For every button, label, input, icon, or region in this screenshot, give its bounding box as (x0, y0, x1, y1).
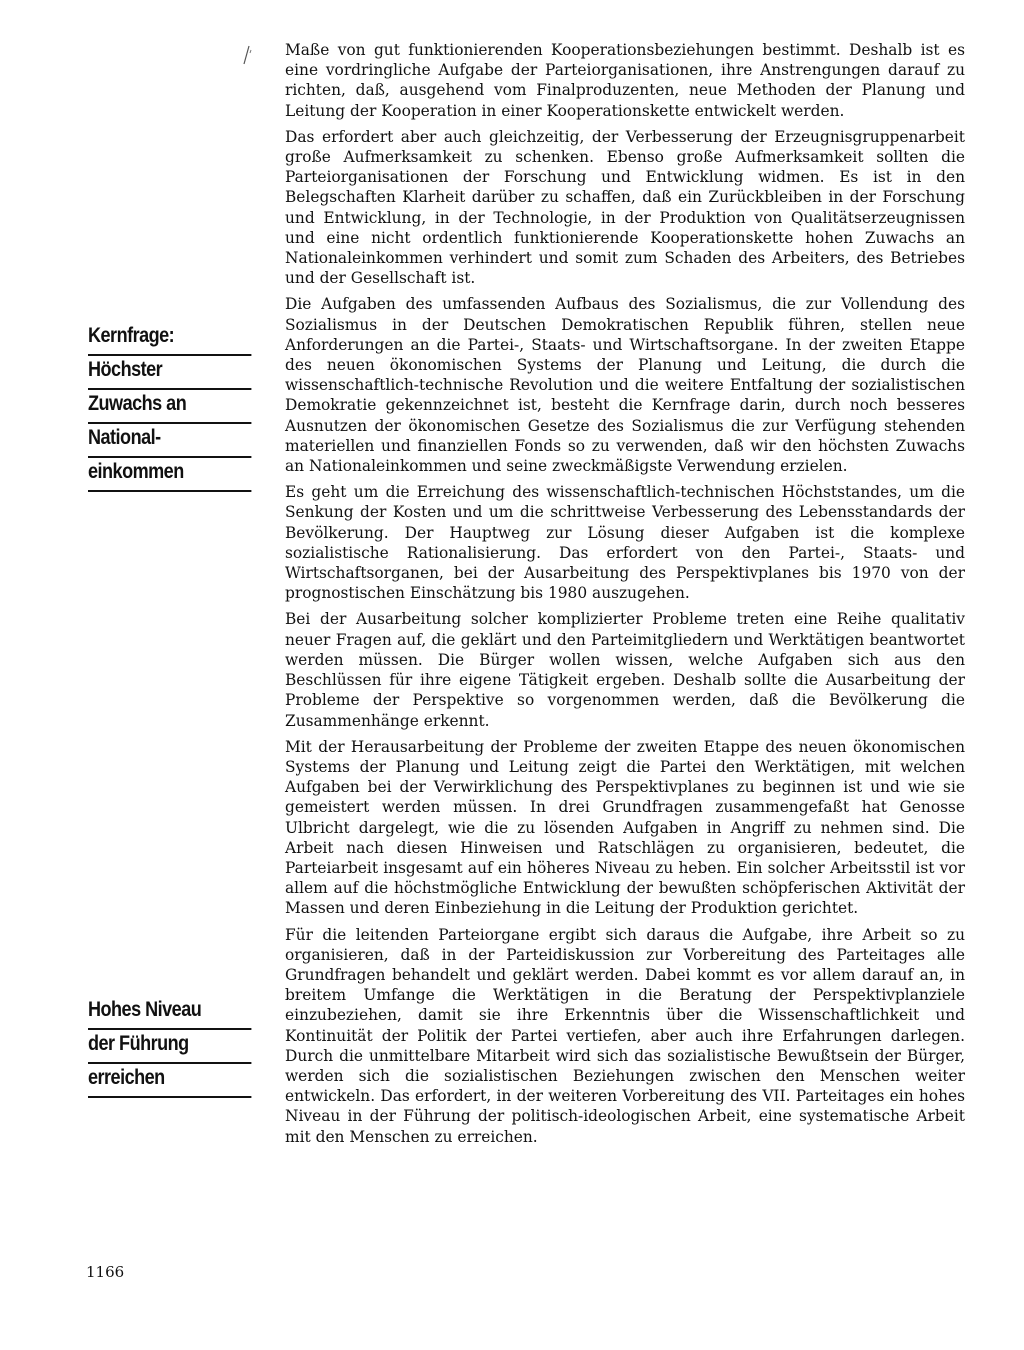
body-paragraph: Maße von gut funktionierenden Kooperationsbeziehungen bestimmt. Deshalb ist es eine vordringliche Aufgabe der Parteiorganisationen, ihre Anstrengungen darauf zu richten, daß, ausgehend vom Finalproduzenten, neue Methoden der Planung und Leitung der Kooperation in einer Kooperationskette entwickelt werden. (285, 41, 965, 120)
sidebar-heading-line: National- (88, 424, 251, 458)
sidebar-heading-line: Höchster (88, 356, 251, 390)
body-paragraph: Für die leitenden Parteiorgane ergibt sich daraus die Aufgabe, ihre Arbeit so zu organisieren, daß in der Parteidiskussion zur Vorbereitung des Parteitages alle Grundfragen behandelt und geklärt werden. Dabei kommt es vor allem darauf an, in breitem Umfange die Werktätigen in die Beratung der Perspektivplanziele einzubeziehen, damit sie ihre Erkenntnis über die Wissenschaftlichkeit und Kontinuität der Politik der Partei vertiefen, aber auch ihre Erfahrungen darlegen. Durch die unmittelbare Mitarbeit wird sich das sozialistische Bewußtsein der Bürger, werden sich die sozialistischen Beziehungen zwischen den Menschen weiter entwickeln. Das erfordert, in der weiteren Vorbereitung des VII. Parteitages ein hohes Niveau in der Führung der politisch-ideologischen Arbeit, eine systematische Arbeit mit den Menschen zu erreichen. (285, 925, 965, 1146)
body-paragraph: Die Aufgaben des umfassenden Aufbaus des Sozialismus, die zur Vollendung des Sozialismus in der Deutschen Demokratischen Republik führen, stellen neue Anforderungen an die Partei-, Staats- und Wirtschaftsorgane. In der zweiten Etappe des neuen ökonomischen Systems der Planung und Leitung, die durch die wissenschaftlich-technische Revolution und die weitere Entfaltung der sozialistischen Demokratie gekennzeichnet ist, besteht die Kernfrage darin, durch noch besseres Ausnutzen der ökonomischen Gesetze des Sozialismus die zur Verfügung stehenden materiellen und finanziellen Fonds so zu verwenden, daß wir den höchsten Zuwachs an Nationaleinkommen und seine zweckmäßigste Verwendung erzielen. (285, 295, 965, 476)
sidebar-heading-line: der Führung (88, 1030, 251, 1064)
margin-pencil-mark (240, 44, 254, 66)
sidebar-heading-line: Hohes Niveau (88, 996, 251, 1030)
body-text-column (285, 40, 965, 1153)
body-paragraph: Mit der Herausarbeitung der Probleme der zweiten Etappe des neuen ökonomischen Systems der Planung und Leitung zeigt die Partei den Werktätigen, mit welchen Aufgaben bei der Verwirklichung des Perspektivplanes zu beginnen ist und wie sie gemeistert werden müssen. In drei Grundfragen zusammengefaßt hat Genosse Ulbricht dargelegt, wie die zu lösenden Aufgaben in Angriff zu nehmen sind. Die Arbeit nach diesen Hinweisen und Ratschlägen zu organisieren, bedeutet, die Parteiarbeit insgesamt auf ein höheres Niveau zu heben. Ein solcher Arbeitsstil ist vor allem auf die höchstmögliche Entwicklung der bewußten schöpferischen Aktivität der Massen und deren Einbeziehung in die Leitung der Produktion gerichtet. (285, 737, 965, 918)
sidebar-heading-line: einkommen (88, 458, 251, 492)
page-number: 1166 (86, 1263, 125, 1281)
sidebar-heading-line: erreichen (88, 1064, 251, 1098)
sidebar-heading-line: Kernfrage: (88, 322, 251, 356)
body-paragraph: Es geht um die Erreichung des wissenschaftlich-technischen Höchststandes, um die Senkung der Kosten und um die schrittweise Verbesserung des Lebensstandards der Bevölkerung. Der Hauptweg zur Lösung dieser Aufgaben ist die komplexe sozialistische Rationalisierung. Das erfordert von den Partei-, Staats- und Wirtschaftsorganen, bei der Ausarbeitung des Perspektivplanes bis 1970 von der prognostischen Einschätzung bis 1980 auszugehen. (285, 483, 965, 603)
sidebar-heading-kernfrage (88, 322, 231, 492)
body-paragraph: Bei der Ausarbeitung solcher komplizierter Probleme treten eine Reihe qualitativ neuer Fragen auf, die geklärt und den Parteimitgliedern und Werktätigen beantwortet werden müssen. Die Bürger wollen wissen, welche Aufgaben sich aus den Beschlüssen für ihre eigene Tätigkeit ergeben. Deshalb sollte die Ausarbeitung der Probleme der Perspektive so vorgenommen werden, daß die Bevölkerung die Zusammenhänge erkennt. (285, 610, 965, 730)
sidebar-heading-hohes-niveau (88, 996, 231, 1098)
body-paragraph: Das erfordert aber auch gleichzeitig, der Verbesserung der Erzeugnisgruppenarbeit große Aufmerksamkeit zu schenken. Ebenso große Aufmerksamkeit sollten die Parteiorganisationen der Forschung und Entwicklung widmen. Es ist in den Belegschaften Klarheit darüber zu schaffen, daß ein Zurückbleiben in der Forschung und Entwicklung, in der Technologie, in der Produktion von Qualitätserzeugnissen und eine nicht ordentlich funktionierende Kooperationskette hohen Zuwachs an Nationaleinkommen verhindert und somit zum Schaden des Arbeiters, des Betriebes und der Gesellschaft ist. (285, 127, 965, 288)
sidebar-heading-line: Zuwachs an (88, 390, 251, 424)
